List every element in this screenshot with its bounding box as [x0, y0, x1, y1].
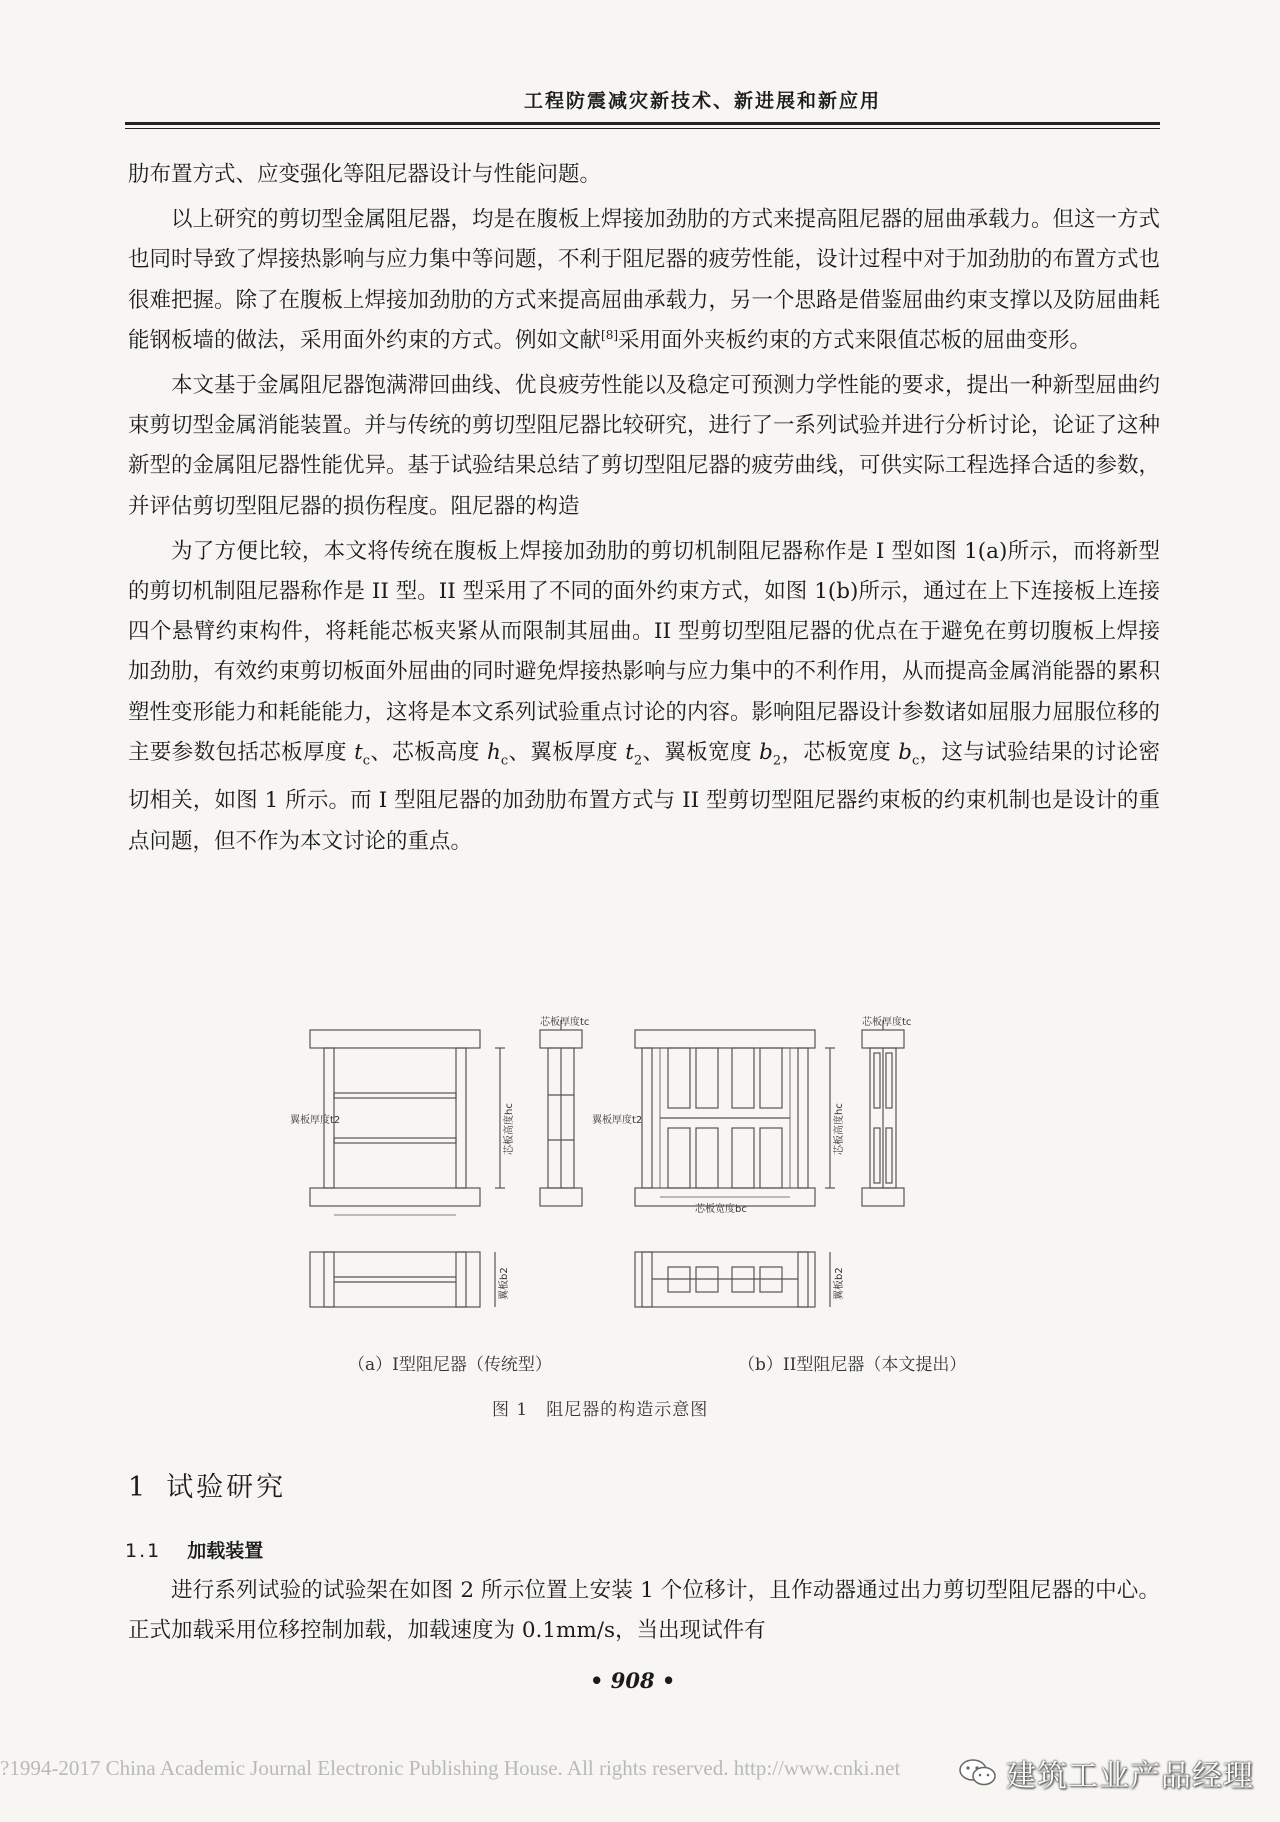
section-number: 1: [128, 1472, 149, 1503]
core-plate: [334, 1048, 456, 1188]
type-ii-side-view: [862, 1020, 904, 1206]
right-flange: [456, 1048, 466, 1188]
page-number: • 908 •: [590, 1668, 676, 1693]
footer: [0, 1748, 1280, 1798]
bottom-plate-side: [540, 1188, 582, 1206]
wechat-watermark: [950, 1748, 1262, 1798]
restraint-1: [668, 1048, 690, 1108]
subscript-c: c: [362, 753, 370, 769]
type-i-side-view: [540, 1020, 582, 1206]
symbol-bc: [898, 739, 920, 769]
body-text-section-1: [128, 1571, 1160, 1651]
copyright-notice: ?1994-2017 China Academic Journal Electronic Publishing House. All rights reserved. http://www.cnki.net: [0, 1756, 901, 1780]
restraint-5: [668, 1128, 690, 1188]
label-flange-thickness-i: 翼板厚度t2: [290, 1115, 341, 1126]
symbol-b: b: [759, 739, 773, 765]
subscript-c: c: [911, 753, 920, 769]
bottom-plate-side-ii: [862, 1188, 904, 1206]
restraint-2: [696, 1048, 718, 1108]
paragraph-1: [128, 200, 1160, 361]
type-i-plan-view: [310, 1252, 495, 1307]
header-rule-thick: [125, 122, 1160, 125]
side-restraint: [886, 1053, 892, 1108]
subscript-2: 2: [633, 753, 643, 769]
label-core-height-i: 芯板高度hc: [504, 1103, 515, 1155]
restraint-3: [732, 1048, 754, 1108]
restraint-4: [760, 1048, 782, 1108]
figure-caption-a: （a）I型阻尼器（传统型）: [348, 1355, 552, 1375]
paragraph-3-f: ，这与试验结果的讨论密切相关，如图 1 所示。而 I 型阻尼器的加劲肋布置方式与 II 型剪切型阻尼器约束板的约束机制也是设计的重点问题，但不作为本文讨论的重点。: [128, 739, 1160, 854]
label-flange-width-i: 翼板b2: [499, 1267, 510, 1300]
side-restraint: [886, 1128, 892, 1183]
symbol-b: b: [898, 739, 912, 765]
paragraph-3-c: 、翼板厚度: [508, 739, 626, 765]
paragraph-2: 本文基于金属阻尼器饱满滞回曲线、优良疲劳性能以及稳定可预测力学性能的要求，提出一种新型屈曲约束剪切型金属消能装置。并与传统的剪切型阻尼器比较研究，进行了一系列试验并进行分析讨论，论证了这种新型的金属阻尼器性能优异。基于试验结果总结了剪切型阻尼器的疲劳曲线，可供实际工程选择合适的参数，并评估剪切型阻尼器的损伤程度。阻尼器的构造: [128, 373, 1161, 519]
symbol-hc: [487, 739, 509, 769]
subscript-c: c: [500, 753, 509, 769]
paragraph-1-text: 以上研究的剪切型金属阻尼器，均是在腹板上焊接加劲肋的方式来提高阻尼器的屈曲承载力。但这一方式也同时导致了焊接热影响与应力集中等问题，不利于阻尼器的疲劳性能，设计过程中对于加劲肋的布置方式也很难把握。除了在腹板上焊接加劲肋的方式来提高屈曲承载力，另一个思路是借鉴屈曲约束支撑以及防屈曲耗能钢板墙的做法，采用面外约束的方式。例如文献: [128, 207, 1161, 353]
stiffener-1: [334, 1093, 456, 1098]
citation-ref[interactable]: [8]: [601, 327, 619, 342]
plan-flange-right: [456, 1252, 466, 1307]
figure-title: 图 1 阻尼器的构造示意图: [492, 1400, 709, 1420]
stiffener-2: [334, 1138, 456, 1143]
damper-diagram: [290, 1015, 1010, 1345]
restraint-6: [696, 1128, 718, 1188]
plan-flange-left-ii: [642, 1252, 652, 1307]
figure-caption-b: （b）II型阻尼器（本文提出）: [738, 1355, 967, 1375]
side-restraint: [874, 1053, 880, 1108]
wechat-icon: [958, 1757, 998, 1789]
label-flange-width-ii: 翼板b2: [834, 1267, 845, 1300]
symbol-t2: [625, 739, 643, 769]
section-heading: [128, 1465, 286, 1504]
plan-outline: [310, 1252, 480, 1307]
running-header: 工程防震减灾新技术、新进展和新应用: [523, 90, 881, 112]
type-ii-plan-view: [635, 1252, 830, 1307]
paragraph-3-d: 、翼板宽度: [642, 739, 760, 765]
subscript-2: 2: [772, 753, 782, 769]
subsection-number: 1.1: [125, 1540, 162, 1562]
symbol-t: t: [625, 739, 634, 765]
subsection-title-text: 加载装置: [187, 1540, 264, 1562]
paragraph-4: 进行系列试验的试验架在如图 2 所示位置上安装 1 个位移计，且作动器通过出力剪切型阻尼器的中心。正式加载采用位移控制加载，加载速度为 0.1mm/s，当出现试件有: [128, 1578, 1160, 1644]
header-rule-thin: [125, 128, 1160, 129]
left-flange-ii: [642, 1048, 652, 1188]
subsection-heading: [125, 1536, 263, 1563]
restraint-7: [732, 1128, 754, 1188]
top-plate-side-ii: [862, 1030, 904, 1048]
type-ii-front-view: [635, 1030, 835, 1206]
symbol-b2: [759, 739, 782, 769]
bottom-plate: [310, 1188, 480, 1206]
symbol-tc: [354, 739, 370, 769]
section-title-text: 试验研究: [166, 1472, 287, 1503]
paragraph-3-a: 为了方便比较，本文将传统在腹板上焊接加劲肋的剪切机制阻尼器称作是 I 型如图 1(a)所示，而将新型的剪切机制阻尼器称作是 II 型。II 型采用了不同的面外约束方式，如图 1(b)所示，通过在上下连接板上连接四个悬臂约束构件，将耗能芯板夹紧从而限制其屈曲。II 型剪切型阻尼器的优点在于避免在剪切腹板上焊接加劲肋，有效约束剪切板面外屈曲的同时避免焊接热影响与应力集中的不利作用，从而提高金属消能器的累积塑性变形能力和耗能能力，这将是本文系列试验重点讨论的内容。影响阻尼器设计参数诸如屈服力屈服位移的主要参数包括芯板厚度: [128, 538, 1161, 765]
right-flange-ii: [798, 1048, 808, 1188]
top-plate-side: [540, 1030, 582, 1048]
label-core-thickness-i: 芯板厚度tc: [540, 1017, 590, 1028]
restraint-8: [760, 1128, 782, 1188]
figure-1-diagram: [290, 1015, 1010, 1345]
plan-flange-left: [324, 1252, 334, 1307]
plan-flange-right-ii: [798, 1252, 808, 1307]
label-core-thickness-ii: 芯板厚度tc: [862, 1017, 912, 1028]
top-plate-ii: [635, 1030, 815, 1048]
paragraph-0: 肋布置方式、应变强化等阻尼器设计与性能问题。: [128, 162, 602, 187]
paragraph-3-b: 、芯板高度: [369, 739, 488, 765]
paragraph-3-e: ，芯板宽度: [781, 739, 899, 765]
watermark-text: 建筑工业产品经理: [1006, 1759, 1254, 1794]
top-plate: [310, 1030, 480, 1048]
label-core-width: 芯板宽度bc: [695, 1204, 747, 1215]
symbol-h: h: [487, 739, 501, 765]
side-restraint: [874, 1128, 880, 1183]
paragraph-1-tail: 采用面外夹板约束的方式来限值芯板的屈曲变形。: [618, 327, 1092, 353]
body-text: [128, 155, 1160, 867]
label-core-height-ii: 芯板高度hc: [834, 1103, 845, 1155]
symbol-t: t: [354, 739, 363, 765]
paragraph-3: [128, 532, 1160, 862]
label-flange-thickness-ii: 翼板厚度t2: [592, 1115, 643, 1126]
